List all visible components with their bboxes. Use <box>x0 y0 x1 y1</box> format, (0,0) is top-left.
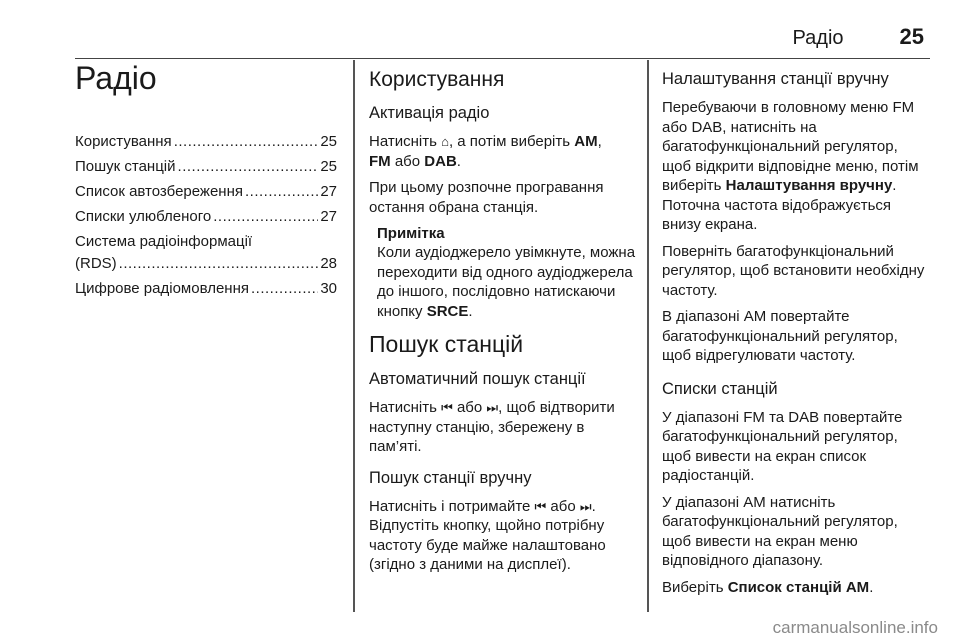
activation-paragraph-2: При цьому розпочне програвання остання обрана станція. <box>369 179 604 216</box>
toc-item-label: Користування <box>75 133 172 150</box>
activation-paragraph: Натисніть ⌂, а потім виберіть AM, FM або DAB. <box>369 133 602 170</box>
manual-search-paragraph: Натисніть і потримайте ⏮ або ⏭. Відпустіть кнопку, щойно потрібну частоту буде майже налаштовано (згідно з даними на дисплеї). <box>369 497 606 573</box>
toc-item[interactable] <box>75 231 337 275</box>
toc-item-label: Список автозбереження <box>75 183 243 200</box>
toc-item-label: Списки улюбленого <box>75 208 212 225</box>
toc-column <box>75 60 337 303</box>
manual-setup-heading: Налаштування станції вручну <box>662 70 889 88</box>
toc-leader <box>178 156 319 178</box>
toc-leader <box>245 181 318 203</box>
toc-item[interactable] <box>75 206 337 228</box>
activation-heading: Активація радіо <box>369 104 490 122</box>
toc-item-label: Пошук станцій <box>75 158 176 175</box>
toc-item-label: Система радіоінформації <box>75 233 253 250</box>
toc-item-label: Цифрове радіомовлення <box>75 280 249 297</box>
note-text: Коли аудіоджерело увімкнуте, можна переходити від одного аудіоджерела до іншого, послідовно натискаючи кнопку SRCE. <box>377 244 636 320</box>
skip-back-icon: ⏮ <box>534 498 547 514</box>
lists-paragraph-3: Виберіть Список станцій AM. <box>662 578 874 596</box>
setup-paragraph-3: В діапазоні AM повертайте багатофункціональний регулятор, щоб відрегулювати частоту. <box>662 308 898 364</box>
toc-item-page: 27 <box>320 208 337 225</box>
manual-search-heading: Пошук станції вручну <box>369 468 532 487</box>
toc-item-page: 28 <box>320 255 337 272</box>
setup-paragraph-2: Поверніть багатофункціональний регулятор, щоб встановити необхідну частоту. <box>662 242 925 299</box>
toc-leader <box>119 253 319 275</box>
toc-item-page: 25 <box>320 158 337 175</box>
toc-title: Радіо <box>75 60 157 96</box>
toc-item-page: 27 <box>320 183 337 200</box>
toc-leader <box>174 131 319 153</box>
lists-paragraph-2: У діапазоні AM натисніть багатофункціональний регулятор, щоб вивести на екран меню відповідного діапазону. <box>662 493 898 569</box>
skip-forward-icon: ⏭ <box>486 400 499 415</box>
page-number: 25 <box>899 24 924 49</box>
header-section: Радіо <box>792 27 844 49</box>
column-divider-1 <box>353 60 355 612</box>
column-divider-2 <box>647 60 649 612</box>
toc-item[interactable] <box>75 181 337 203</box>
search-heading: Пошук станцій <box>369 331 524 357</box>
toc-item[interactable] <box>75 156 337 178</box>
toc-item[interactable] <box>75 131 337 153</box>
content-column-3 <box>662 60 928 604</box>
watermark: carmanualsonline.info <box>772 618 938 637</box>
lists-paragraph-1: У діапазоні FM та DAB повертайте багатофункціональний регулятор, щоб вивести на екран список радіостанцій. <box>662 408 903 484</box>
toc-leader <box>251 278 318 300</box>
auto-search-heading: Автоматичний пошук станції <box>369 370 586 388</box>
home-icon: ⌂ <box>441 134 449 149</box>
toc-leader <box>213 206 318 228</box>
station-lists-heading: Списки станцій <box>662 379 778 398</box>
skip-forward-icon: ⏭ <box>579 498 592 514</box>
content-column-2 <box>369 60 639 582</box>
page-header <box>792 24 924 50</box>
toc-item-label-cont: (RDS) <box>75 255 117 272</box>
toc-item-page: 25 <box>320 133 337 150</box>
usage-heading: Користування <box>369 68 505 91</box>
skip-back-icon: ⏮ <box>441 400 453 415</box>
header-rule <box>75 58 930 59</box>
toc-item-page: 30 <box>320 280 337 297</box>
setup-paragraph-1: Перебуваючи в головному меню FM або DAB, натисніть на багатофункціональний регулятор, щоб відкрити відповідне меню, потім виберіть Налаштування вручну. Поточна частота відображується внизу екрана. <box>662 99 919 233</box>
note-title: Примітка <box>377 225 445 242</box>
auto-search-paragraph: Натисніть ⏮ або ⏭, щоб відтворити наступну станцію, збережену в пам’яті. <box>369 399 615 455</box>
note-box <box>377 224 639 321</box>
toc-item[interactable] <box>75 278 337 300</box>
